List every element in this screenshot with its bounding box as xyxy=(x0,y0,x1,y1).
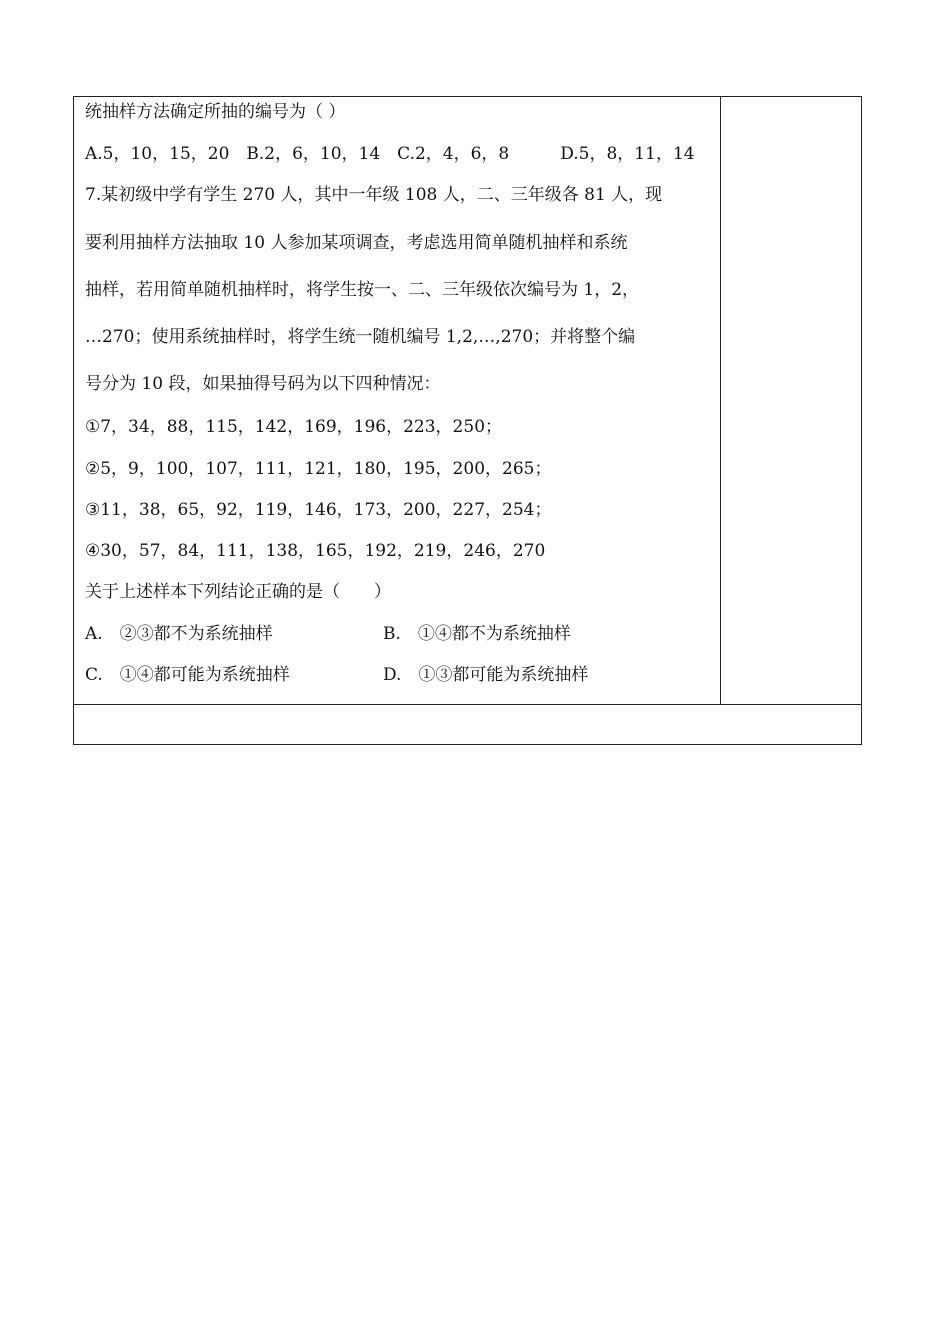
q7-question: 关于上述样本下列结论正确的是（ ） xyxy=(85,582,391,602)
q7-line-5: 号分为 10 段，如果抽得号码为以下四种情况： xyxy=(85,374,441,394)
sample-1: ①7，34，88，115，142，169，196，223，250； xyxy=(85,417,503,437)
q6-stem-end: 统抽样方法确定所抽的编号为（ ） xyxy=(85,102,346,122)
column-divider xyxy=(720,97,721,704)
q6-options: A.5，10，15，20 B.2，6，10，14 C.2，4，6，8 D.5，8，11，14 xyxy=(85,144,695,164)
q7-line-1: 7.某初级中学有学生 270 人，其中一年级 108 人，二、三年级各 81 人，现 xyxy=(85,185,663,205)
row-divider xyxy=(74,704,861,705)
q7-line-4: …270；使用系统抽样时，将学生统一随机编号 1,2,…,270；并将整个编 xyxy=(85,327,636,347)
choice-d: D. ①③都可能为系统抽样 xyxy=(383,665,589,685)
sample-2: ②5，9，100，107，111，121，180，195，200，265； xyxy=(85,459,552,479)
q7-line-3: 抽样，若用简单随机抽样时，将学生按一、二、三年级依次编号为 1，2， xyxy=(85,280,640,300)
sample-4: ④30，57，84，111，138，165，192，219，246，270 xyxy=(85,541,546,561)
choice-a: A. ②③都不为系统抽样 xyxy=(85,624,273,644)
choice-b: B. ①④都不为系统抽样 xyxy=(383,624,571,644)
choice-c: C. ①④都可能为系统抽样 xyxy=(85,665,290,685)
sample-3: ③11，38，65，92，119，146，173，200，227，254； xyxy=(85,500,552,520)
question-table xyxy=(73,96,862,745)
q7-line-2: 要利用抽样方法抽取 10 人参加某项调查，考虑选用简单随机抽样和系统 xyxy=(85,233,628,253)
